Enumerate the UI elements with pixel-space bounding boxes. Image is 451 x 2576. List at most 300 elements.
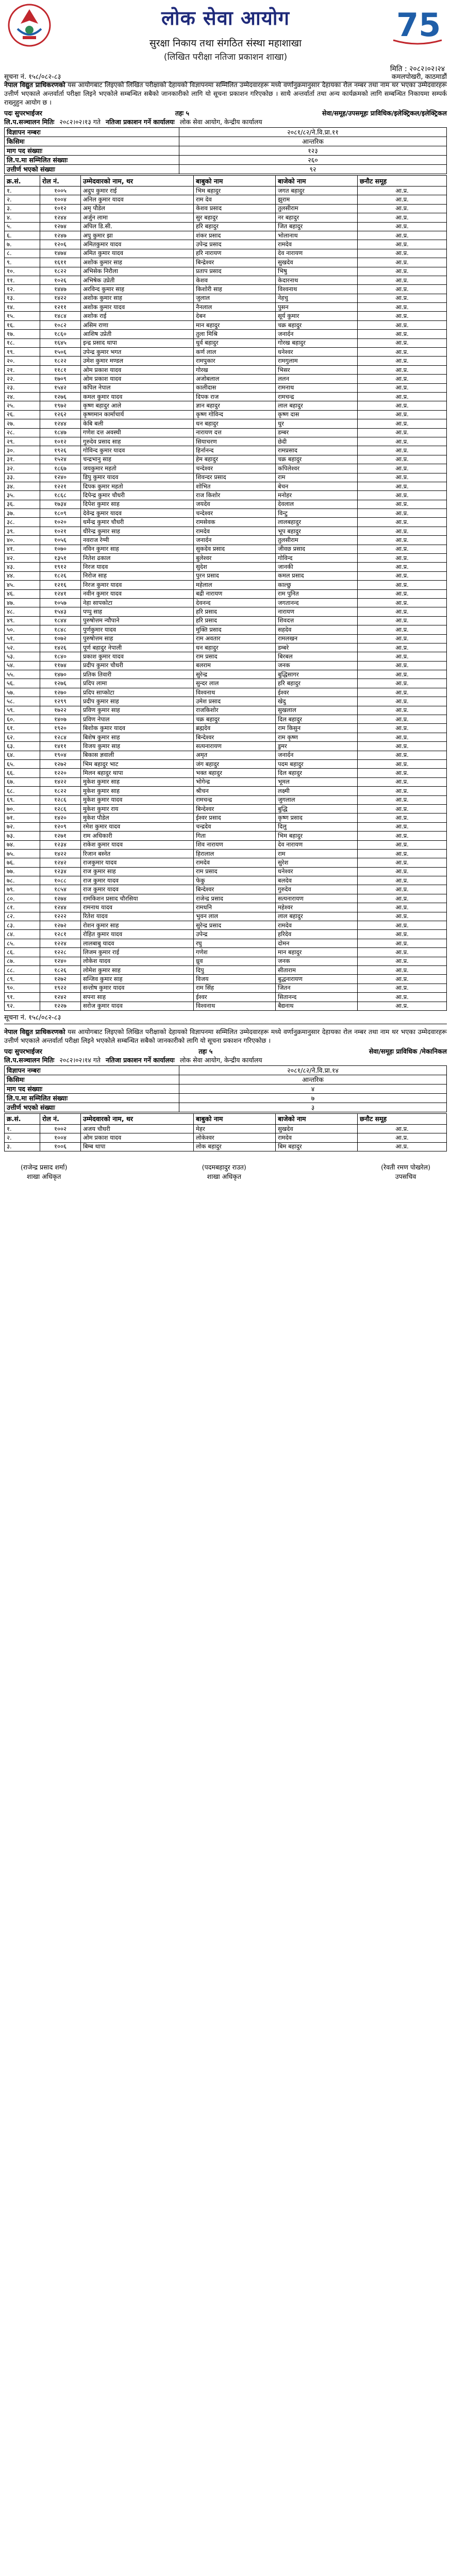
group-cell: आ.प्र. — [358, 867, 447, 876]
serial-cell: १. — [5, 1124, 40, 1133]
group-header: छनौट समूह — [358, 176, 447, 187]
grandfather-name-cell: तुलसीराम — [276, 536, 358, 545]
group-cell: आ.प्र. — [358, 822, 447, 831]
group-cell: आ.प्र. — [358, 832, 447, 840]
roll-cell: १२१६ — [40, 581, 81, 589]
office-label-2: नतिजा प्रकाशन गर्ने कार्यालयः — [106, 1056, 175, 1064]
table-row — [5, 867, 447, 876]
father-name-cell: हरि प्रसाद — [194, 616, 276, 625]
grandfather-name-cell: दोमन — [276, 939, 358, 947]
grandfather-name-cell: बिरबल — [276, 652, 358, 661]
candidate-name-cell: अशोक कुमार यादव — [81, 303, 194, 312]
father-name-cell: जुलाल — [194, 294, 276, 302]
candidate-name-cell: अपु कुमार झा — [81, 231, 194, 240]
candidate-name-cell: असिम राणा — [81, 320, 194, 329]
father-name-cell: सुदेश — [194, 563, 276, 571]
info-row — [5, 165, 447, 174]
grandfather-name-cell: जगतानन्द — [276, 598, 358, 607]
info-row — [5, 146, 447, 156]
candidate-name-cell: प्रदिप लामा — [81, 679, 194, 688]
candidate-name-cell: पुरुषोत्तम न्यौपाने — [81, 616, 194, 625]
service-label-2: सेवा/समूहः प्राविधिक /मेकानिकल — [369, 1047, 447, 1055]
office-label: नतिजा प्रकाशन गर्ने कार्यालयः — [106, 118, 175, 126]
group-cell: आ.प्र. — [358, 491, 447, 500]
group-cell: आ.प्र. — [358, 787, 447, 795]
roll-cell: १५४३ — [40, 607, 81, 616]
candidate-name-cell: प्रविण नेपाल — [81, 715, 194, 724]
grandfather-name-cell: जगत बहादुर — [276, 187, 358, 195]
serial-cell: २४. — [5, 392, 40, 401]
candidate-name-cell: बिम्ब थापा — [81, 1142, 194, 1151]
grandfather-name-cell: मान बहादुर — [276, 948, 358, 957]
father-name-cell: भुवन लाल — [194, 912, 276, 921]
serial-cell: ५९. — [5, 706, 40, 715]
serial-cell: ९. — [5, 258, 40, 267]
group-cell: आ.प्र. — [358, 804, 447, 813]
roll-header: रोल नं. — [40, 176, 81, 187]
grandfather-name-cell: महेश्वर — [276, 903, 358, 912]
candidate-name-cell: अशोक कुमार साह — [81, 258, 194, 267]
father-name-cell: गिता — [194, 832, 276, 840]
serial-cell: ७२. — [5, 822, 40, 831]
serial-cell: ७५. — [5, 849, 40, 858]
candidate-name-cell: अशोक राई — [81, 312, 194, 320]
info-value: २०८१/८२/ने.वि.प्रा.१४ — [179, 1065, 447, 1075]
serial-cell: ४. — [5, 213, 40, 222]
serial-cell: ४०. — [5, 536, 40, 545]
candidate-name-cell: सरोज कुमार यादव — [81, 1002, 194, 1010]
grandfather-name-cell: दिल बहादुर — [276, 769, 358, 777]
info-row — [5, 1093, 447, 1103]
grandfather-name-cell: रामगुलाम — [276, 357, 358, 365]
grandfather-name-cell: भूप बहादुर — [276, 527, 358, 535]
serial-cell: ३९. — [5, 527, 40, 535]
grandfather-name-cell: बुद्धि — [276, 804, 358, 813]
candidate-name-cell: प्रदीप कुमार चौधरी — [81, 661, 194, 670]
serial-cell: २. — [5, 195, 40, 204]
table-row — [5, 777, 447, 786]
serial-cell: ७७. — [5, 867, 40, 876]
candidate-name-cell: गणेश दत्त अवस्थी — [81, 428, 194, 437]
grandfather-name-cell: डम्बर — [276, 428, 358, 437]
candidate-name-cell: उपेन्द्र कुमार भगत — [81, 348, 194, 357]
group-cell: आ.प्र. — [358, 679, 447, 688]
serial-cell: ७९. — [5, 885, 40, 894]
roll-cell: ११७४ — [40, 661, 81, 670]
father-name-cell: शोभित — [194, 482, 276, 490]
group-cell: आ.प्र. — [358, 563, 447, 571]
group-cell: आ.प्र. — [358, 1133, 447, 1142]
father-name-cell: रघु — [194, 939, 276, 947]
candidate-name-cell: इन्द्र प्रसाद थापा — [81, 338, 194, 347]
candidate-name-cell: जयकुमार महतो — [81, 464, 194, 473]
candidate-name-cell: धर्मेन्द्र कुमार चौधरी — [81, 518, 194, 527]
roll-cell: १४४७ — [40, 285, 81, 294]
info-value: आन्तरिक — [179, 1075, 447, 1084]
group-cell: आ.प्र. — [358, 965, 447, 974]
info-value: ९२ — [179, 165, 447, 174]
roll-cell: १२६२ — [40, 410, 81, 419]
roll-cell: १२४२ — [40, 858, 81, 867]
group-cell: आ.प्र. — [358, 500, 447, 509]
father-name-cell: राज किशोर — [194, 491, 276, 500]
roll-cell: १८२६ — [40, 571, 81, 580]
serial-cell: १. — [5, 187, 40, 195]
serial-cell: ८६. — [5, 948, 40, 957]
group-cell: आ.प्र. — [358, 930, 447, 939]
father-name-cell: देवनन्द — [194, 598, 276, 607]
candidate-name-cell: नवराज रेग्मी — [81, 536, 194, 545]
father-name-cell: चन्देश्वर — [194, 509, 276, 518]
serial-cell: ६९. — [5, 795, 40, 804]
father-name-cell: राजेन्द्र प्रसाद — [194, 894, 276, 903]
table-row — [5, 1133, 447, 1142]
notice-electrical — [0, 80, 451, 1024]
candidate-name-cell: राज कुमार यादव — [81, 876, 194, 885]
group-cell: आ.प्र. — [358, 939, 447, 947]
authority-name-2: नेपाल विद्युत प्राधिकरणको — [4, 1027, 65, 1036]
candidate-name-cell: मिलन बहादुर थापा — [81, 769, 194, 777]
roll-cell: १०२१ — [40, 527, 81, 535]
table-row — [5, 715, 447, 724]
grandfather-name-cell: धनेश्वर — [276, 867, 358, 876]
candidate-name-cell: मुकेश कुमार यादव — [81, 795, 194, 804]
authority-name: नेपाल विद्युत प्राधिकरणको — [4, 81, 65, 89]
group-cell: आ.प्र. — [358, 921, 447, 930]
group-cell: आ.प्र. — [358, 1124, 447, 1133]
group-cell: आ.प्र. — [358, 706, 447, 715]
roll-cell: १०८२ — [40, 320, 81, 329]
serial-cell: ९२. — [5, 1002, 40, 1010]
serial-cell: ८२. — [5, 912, 40, 921]
father-name-cell: नैनलाल — [194, 303, 276, 312]
candidate-name-cell: सन्जिव कुमार साह — [81, 975, 194, 984]
table-row — [5, 581, 447, 589]
table-row — [5, 679, 447, 688]
grandfather-name-cell: झुराम — [276, 195, 358, 204]
group-cell: आ.प्र. — [358, 912, 447, 921]
father-name-cell: रामदेव — [194, 858, 276, 867]
serial-cell: ५७. — [5, 688, 40, 697]
group-cell: आ.प्र. — [358, 509, 447, 518]
roll-cell: १०८८ — [40, 876, 81, 885]
table-row — [5, 213, 447, 222]
candidate-name-cell: बिशोक कुमार यादव — [81, 724, 194, 733]
table-row — [5, 589, 447, 598]
group-cell: आ.प्र. — [358, 330, 447, 338]
roll-header: रोल नं. — [40, 1113, 81, 1124]
father-name-cell: फेकु — [194, 876, 276, 885]
serial-cell: ४२. — [5, 554, 40, 563]
table-row — [5, 607, 447, 616]
father-name-cell: जयदेव — [194, 500, 276, 509]
table-row — [5, 849, 447, 858]
father-name-cell: दिपु — [194, 965, 276, 974]
group-cell: आ.प्र. — [358, 554, 447, 563]
candidate-name-cell: चन्द्रभानु साह — [81, 455, 194, 464]
roll-cell: १०५६ — [40, 536, 81, 545]
group-cell: आ.प्र. — [358, 285, 447, 294]
group-cell: आ.प्र. — [358, 957, 447, 965]
candidate-name-cell: सन्तोष कुमार यादव — [81, 984, 194, 992]
grandfather-name-cell: राम पुनित — [276, 589, 358, 598]
candidate-name-cell: कपिल नेपाल — [81, 383, 194, 392]
candidate-name-cell: विजय कुमार साह — [81, 742, 194, 751]
notice-number: सूचना नं. १५८/०८२-८३ — [4, 73, 61, 81]
group-cell: आ.प्र. — [358, 589, 447, 598]
roll-cell: १२४७ — [40, 231, 81, 240]
candidate-name-cell: अशोक कुमार साह — [81, 294, 194, 302]
candidate-name-cell: निरज कुमार यादव — [81, 581, 194, 589]
roll-cell: १८६७ — [40, 464, 81, 473]
candidate-name-cell: बिकास ज्ञवाली — [81, 751, 194, 759]
roll-cell: १२२२ — [40, 912, 81, 921]
candidate-name-header: उम्मेदवारको नाम, थर — [81, 176, 194, 187]
info-label: किसिमः — [5, 1075, 179, 1084]
table-row — [5, 661, 447, 670]
roll-cell: १२४२ — [40, 993, 81, 1002]
roll-cell: १९०४ — [40, 751, 81, 759]
father-name-cell: शंकर प्रसाद — [194, 231, 276, 240]
office-location: कमलपोखरी, काठमाडौं — [391, 73, 447, 81]
roll-cell: १८४७ — [40, 428, 81, 437]
candidate-name-cell: अभिसेक निरौला — [81, 267, 194, 276]
grandfather-name-cell: देवलाल — [276, 500, 358, 509]
group-cell: आ.प्र. — [358, 670, 447, 679]
group-cell: आ.प्र. — [358, 249, 447, 258]
serial-cell: ६. — [5, 231, 40, 240]
grandfather-name-cell: बुद्धिसागर — [276, 670, 358, 679]
group-cell: आ.प्र. — [358, 795, 447, 804]
table-row — [5, 769, 447, 777]
group-cell: आ.प्र. — [358, 625, 447, 634]
group-cell: आ.प्र. — [358, 365, 447, 374]
candidate-name-cell: निरज यादव — [81, 563, 194, 571]
grandfather-name-cell: बिम बहादुर — [276, 1142, 358, 1151]
grandfather-name-cell: सुखदेव — [276, 258, 358, 267]
table-row — [5, 840, 447, 849]
serial-cell: ७. — [5, 240, 40, 249]
father-name-cell: गणेश — [194, 948, 276, 957]
grandfather-name-cell: राम — [276, 849, 358, 858]
info-row — [5, 1103, 447, 1112]
roll-cell: १४२६ — [40, 643, 81, 652]
table-row — [5, 993, 447, 1002]
group-cell: आ.प्र. — [358, 751, 447, 759]
serial-cell: ४५. — [5, 581, 40, 589]
roll-cell: १२७२ — [40, 921, 81, 930]
group-cell: आ.प्र. — [358, 849, 447, 858]
grandfather-name-cell: भोलानाथ — [276, 231, 358, 240]
division-title: सुरक्षा निकाय तथा संगठित संस्था महाशाखा — [149, 38, 302, 49]
serial-cell: ८४. — [5, 930, 40, 939]
father-name-cell: महेलाल — [194, 581, 276, 589]
candidate-name-cell: पुर्णकुमार यादव — [81, 625, 194, 634]
info-value: १२३ — [179, 146, 447, 156]
grandfather-name-cell: देव नारायण — [276, 249, 358, 258]
table-row — [5, 428, 447, 437]
grandfather-name-cell: गोविन्द — [276, 554, 358, 563]
serial-cell: ६०. — [5, 715, 40, 724]
grandfather-name-cell: रामलखन — [276, 634, 358, 643]
group-cell: आ.प्र. — [358, 903, 447, 912]
grandfather-name-cell: धुर — [276, 419, 358, 428]
group-cell: आ.प्र. — [358, 294, 447, 302]
candidate-name-cell: नवीन कुमार यादव — [81, 589, 194, 598]
roll-cell: १२२१ — [40, 482, 81, 490]
grandfather-name-cell: भिम बहादुर — [276, 832, 358, 840]
group-cell: आ.प्र. — [358, 742, 447, 751]
father-name-cell: सियाचरण — [194, 437, 276, 446]
candidate-name-cell: ओम प्रकाश यादव — [81, 365, 194, 374]
candidate-name-cell: अमृ पौडेल — [81, 204, 194, 213]
candidate-name-cell: अमितकुमार यादव — [81, 240, 194, 249]
table-row — [5, 330, 447, 338]
father-name-cell: अजोबलाल — [194, 375, 276, 383]
roll-cell: १७०९ — [40, 375, 81, 383]
father-name-cell: रामपुकार — [194, 357, 276, 365]
group-cell: आ.प्र. — [358, 428, 447, 437]
serial-cell: ३. — [5, 204, 40, 213]
grandfather-name-cell: छेदी — [276, 437, 358, 446]
candidate-name-cell: दिपेश कुमार साह — [81, 500, 194, 509]
level-label-2: तहः ५ — [198, 1047, 213, 1055]
roll-cell: ११८१ — [40, 365, 81, 374]
roll-cell: १९१२ — [40, 563, 81, 571]
candidate-name-cell: रमेश कुमार यादव — [81, 822, 194, 831]
candidate-name-cell: कृष्णमान कार्माचार्य — [81, 410, 194, 419]
father-name-cell: रामदेव — [194, 527, 276, 535]
roll-cell: १३५१ — [40, 554, 81, 563]
serial-cell: ९१. — [5, 993, 40, 1002]
grandfather-name-cell: ललन — [276, 375, 358, 383]
father-name-cell: सत्यनारायण — [194, 742, 276, 751]
group-cell: आ.प्र. — [358, 616, 447, 625]
serial-cell: ८५. — [5, 939, 40, 947]
father-name-cell: हिर्नानन्द — [194, 446, 276, 455]
table-row — [5, 357, 447, 365]
table-row — [5, 957, 447, 965]
group-cell: आ.प्र. — [358, 840, 447, 849]
roll-cell: १००४ — [40, 195, 81, 204]
table-row — [5, 410, 447, 419]
info-label: विज्ञापन नम्बरः — [5, 1065, 179, 1075]
father-name-cell: राम अवतार — [194, 634, 276, 643]
serial-cell: ८८. — [5, 965, 40, 974]
group-cell: आ.प्र. — [358, 975, 447, 984]
commission-title: लोक सेवा आयोग — [161, 7, 290, 29]
grandfather-name-cell: जितन — [276, 984, 358, 992]
info-value: ४ — [179, 1084, 447, 1093]
grandfather-name-cell: दिल बहादुर — [276, 715, 358, 724]
info-value: आन्तरिक — [179, 137, 447, 146]
group-cell: आ.प्र. — [358, 195, 447, 204]
father-name-cell: राम देव — [194, 195, 276, 204]
candidate-name-cell: गुरुदेव प्रसाद साह — [81, 437, 194, 446]
signature-block — [0, 1151, 451, 1181]
candidate-name-cell: रोशन कुमार साह — [81, 921, 194, 930]
table-row — [5, 751, 447, 759]
serial-cell: ७३. — [5, 832, 40, 840]
candidate-name-cell: अरविन्द कुमार साह — [81, 285, 194, 294]
candidate-name-cell: मुकेश कुमार राय — [81, 804, 194, 813]
father-name-cell: कर्ण लाल — [194, 348, 276, 357]
info-label: किसिमः — [5, 137, 179, 146]
table-row — [5, 634, 447, 643]
group-cell: आ.प्र. — [358, 652, 447, 661]
table-row — [5, 303, 447, 312]
grandfather-name-cell: सहदेव — [276, 625, 358, 634]
candidate-name-cell: सपना साह — [81, 993, 194, 1002]
passed-candidates-table — [4, 175, 447, 1011]
roll-cell: १८६८ — [40, 491, 81, 500]
table-row — [5, 419, 447, 428]
table-row — [5, 858, 447, 867]
group-cell: आ.प्र. — [358, 383, 447, 392]
father-name-cell: बलराम — [194, 661, 276, 670]
office-value-2: लोक सेवा आयोग, केन्द्रीय कार्यालय — [179, 1056, 262, 1064]
info-row — [5, 1084, 447, 1093]
serial-cell: ४८. — [5, 607, 40, 616]
table-row — [5, 571, 447, 580]
candidate-name-cell: अमित कुमार यादव — [81, 249, 194, 258]
serial-cell: ३१. — [5, 455, 40, 464]
serial-cell: ३२. — [5, 464, 40, 473]
roll-cell: १५०६ — [40, 348, 81, 357]
roll-cell: १२८६ — [40, 795, 81, 804]
grandfather-name-header: बाजेको नाम — [276, 1113, 358, 1124]
candidate-name-cell: राज कुमार यादव — [81, 885, 194, 894]
candidate-name-cell: प्रतिक तिवारी — [81, 670, 194, 679]
serial-cell: १७. — [5, 330, 40, 338]
post-meta-row — [4, 109, 447, 117]
grandfather-name-cell: रामनाथ — [276, 383, 358, 392]
info-label: माग पद संख्याः — [5, 146, 179, 156]
table-row — [5, 563, 447, 571]
father-name-cell: उमेश प्रसाद — [194, 697, 276, 706]
father-name-cell: नारायण दत्त — [194, 428, 276, 437]
candidate-name-cell: रामकिशन प्रसाद चौरसिया — [81, 894, 194, 903]
father-name-cell: गोरख — [194, 365, 276, 374]
table-row — [5, 276, 447, 284]
table-row — [5, 894, 447, 903]
father-name-cell: सुरेन्द्र प्रसाद — [194, 921, 276, 930]
grandfather-name-cell: भिषु — [276, 267, 358, 276]
grandfather-name-cell: कृष्ण प्रसाद — [276, 814, 358, 822]
candidate-name-cell: रितेश यादव — [81, 912, 194, 921]
roll-cell: १२७० — [40, 688, 81, 697]
father-name-cell: ईश्वर प्रसाद — [194, 814, 276, 822]
serial-cell: १६. — [5, 320, 40, 329]
grandfather-name-cell: केदारनाथ — [276, 276, 358, 284]
candidate-name-cell: अदुप कुमार राई — [81, 187, 194, 195]
grandfather-name-cell: सितानन्द — [276, 993, 358, 1002]
roll-cell: १६११ — [40, 258, 81, 267]
grandfather-name-cell: हरि बहादुर — [276, 679, 358, 688]
candidate-name-cell: धीरेन्द्र कुमार साह — [81, 527, 194, 535]
grandfather-name-cell: कृष्ण दास — [276, 410, 358, 419]
grandfather-name-cell: भूमल — [276, 777, 358, 786]
table-row — [5, 554, 447, 563]
candidate-name-cell: नितेश ढकाल — [81, 554, 194, 563]
roll-cell: १००६ — [40, 1142, 81, 1151]
father-name-cell: तुला मिश्रि — [194, 330, 276, 338]
group-cell: आ.प्र. — [358, 858, 447, 867]
group-cell: आ.प्र. — [358, 607, 447, 616]
info-label: उत्तीर्ण भएको संख्याः — [5, 1103, 179, 1112]
roll-cell: १२७६ — [40, 679, 81, 688]
notice-paragraph-2 — [4, 1027, 447, 1045]
